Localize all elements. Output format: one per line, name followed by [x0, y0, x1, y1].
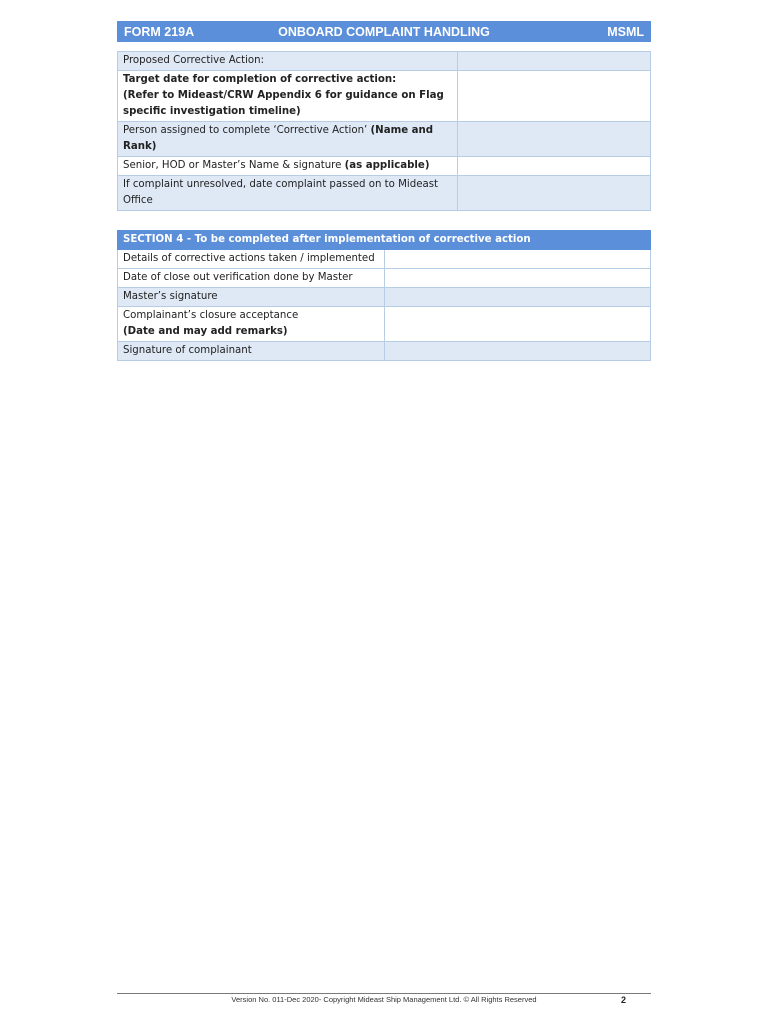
section-heading-row: [118, 231, 651, 250]
table-row: [118, 288, 651, 307]
table-row: [118, 157, 651, 176]
answer-field[interactable]: [384, 250, 651, 269]
section-heading: SECTION 4 - To be completed after implementation of corrective action: [118, 231, 651, 250]
row-label: Details of corrective actions taken / implemented: [118, 250, 385, 269]
row-label: Target date for completion of corrective action: (Refer to Mideast/CRW Appendix 6 for guidance on Flag specific investigation timeline): [118, 71, 458, 122]
row-label: Complainant’s closure acceptance (Date and may add remarks): [118, 307, 385, 342]
row-label: Master’s signature: [118, 288, 385, 307]
table-row: [118, 250, 651, 269]
form-title: ONBOARD COMPLAINT HANDLING: [278, 24, 490, 39]
row-label: Signature of complainant: [118, 342, 385, 361]
answer-field[interactable]: [458, 122, 651, 157]
section3-table: [117, 51, 651, 211]
answer-field[interactable]: [384, 342, 651, 361]
answer-field[interactable]: [458, 52, 651, 71]
table-row: [118, 71, 651, 122]
row-label: Person assigned to complete ‘Corrective Action’ (Name and Rank): [118, 122, 458, 157]
table-row: [118, 269, 651, 288]
table-row: [118, 307, 651, 342]
footer-copyright: Version No. 011-Dec 2020- Copyright Mideast Ship Management Ltd. © All Rights Reserved: [231, 995, 537, 1004]
row-label: Proposed Corrective Action:: [118, 52, 458, 71]
answer-field[interactable]: [458, 176, 651, 211]
answer-field[interactable]: [384, 269, 651, 288]
row-label: Senior, HOD or Master’s Name & signature (as applicable): [118, 157, 458, 176]
answer-field[interactable]: [458, 157, 651, 176]
answer-field[interactable]: [384, 307, 651, 342]
answer-field[interactable]: [384, 288, 651, 307]
table-row: [118, 176, 651, 211]
table-row: [118, 342, 651, 361]
row-label: Date of close out verification done by Master: [118, 269, 385, 288]
answer-field[interactable]: [458, 71, 651, 122]
section4-table: [117, 230, 651, 361]
form-id: FORM 219A: [124, 24, 195, 39]
row-label: If complaint unresolved, date complaint passed on to Mideast Office: [118, 176, 458, 211]
table-row: [118, 52, 651, 71]
footer-divider: [117, 993, 651, 994]
company-code: MSML: [607, 24, 644, 39]
page-number: 2: [621, 995, 627, 1005]
table-row: [118, 122, 651, 157]
form-header: [117, 21, 651, 42]
